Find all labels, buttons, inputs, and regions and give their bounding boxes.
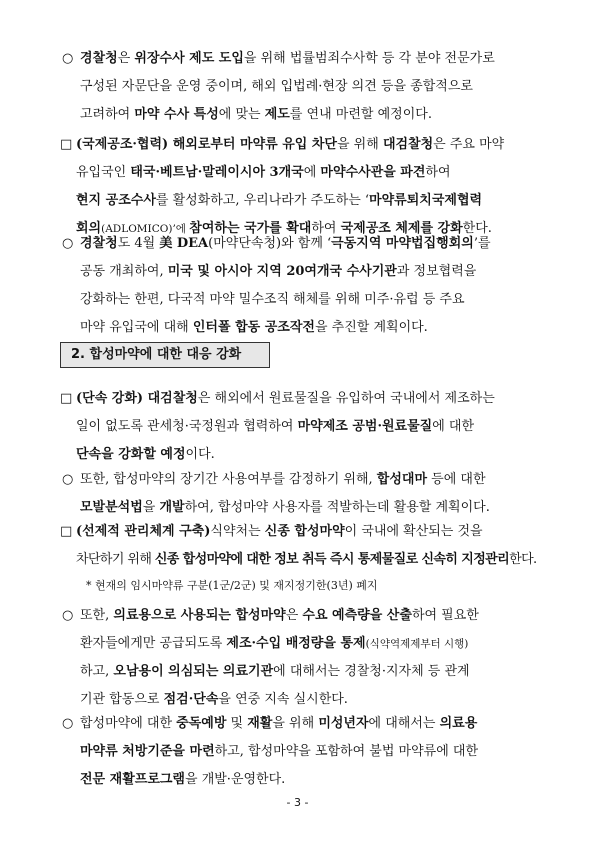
- line: 현지 공조수사를 활성화하고, 우리나라가 주도하는 ‘마약류퇴치국제협력: [76, 193, 483, 208]
- line: 일이 없도록 관세청·국정원과 협력하여 마약제조 공범·원료물질에 대한: [76, 419, 475, 434]
- circle-bullet: ○: [62, 608, 74, 623]
- line: 경찰청도 4월 美 DEA(마약단속청)와 함께 ‘극동지역 마약법집행회의’를: [80, 236, 491, 251]
- paragraph-medical-supply-control: [80, 602, 538, 714]
- line: 모발분석법을 개발하여, 합성마약 사용자를 적발하는데 활용할 계획이다.: [80, 500, 490, 515]
- line: 기관 합동으로 점검·단속을 연중 지속 실시한다.: [80, 692, 348, 707]
- section-heading: 2. 합성마약에 대한 대응 강화: [60, 342, 270, 368]
- paragraph-international-cooperation: [76, 131, 538, 243]
- line: (단속 강화) 대검찰청은 해외에서 원료물질을 유입하여 국내에서 제조하는: [76, 391, 495, 406]
- line: 또한, 합성마약의 장기간 사용여부를 감정하기 위해, 합성대마 등에 대한: [80, 472, 486, 487]
- footnote: * 현재의 임시마약류 구분(1군/2군) 및 재지정기한(3년) 폐지: [86, 579, 378, 592]
- paragraph-far-east-conference: [80, 230, 538, 342]
- line: 단속을 강화할 예정이다.: [76, 447, 215, 462]
- line: 전문 재활프로그램을 개발·운영한다.: [80, 772, 286, 787]
- line: 회의(ADLOMICO)’에 참여하는 국가를 확대하여 국제공조 체제를 강화한다.: [76, 221, 492, 236]
- line: 마약류 처방기준을 마련하고, 합성마약을 포함하여 불법 마약류에 대한: [80, 744, 479, 759]
- paragraph-addiction-prevention: [80, 710, 538, 794]
- line: 고려하여 마약 수사 특성에 맞는 제도를 연내 마련할 예정이다.: [80, 107, 432, 122]
- page-number: - 3 -: [286, 796, 309, 809]
- line: 합성마약에 대한 중독예방 및 재활을 위해 미성년자에 대해서는 의료용: [80, 716, 478, 731]
- circle-bullet: ○: [62, 716, 74, 731]
- square-bullet: □: [60, 391, 73, 406]
- line: 마약 유입국에 대해 인터폴 합동 공조작전을 추진할 계획이다.: [80, 320, 428, 335]
- square-bullet: □: [60, 137, 73, 152]
- paragraph-preemptive-management: [76, 518, 538, 574]
- line: 유입국인 태국·베트남·말레이시아 3개국에 마약수사관을 파견하여: [76, 165, 451, 180]
- paragraph-hair-analysis: [80, 466, 538, 522]
- line: (국제공조·협력) 해외로부터 마약류 유입 차단을 위해 대검찰청은 주요 마약: [76, 137, 505, 152]
- line: 구성된 자문단을 운영 중이며, 해외 입법례·현장 의견 등을 종합적으로: [80, 79, 473, 94]
- line: 또한, 의료용으로 사용되는 합성마약은 수요 예측량을 산출하여 필요한: [80, 608, 479, 623]
- line: 환자들에게만 공급되도록 제조·수입 배정량을 통제(식약역제제부터 시행): [80, 636, 469, 651]
- line: 경찰청은 위장수사 제도 도입을 위해 법률범죄수사학 등 각 분야 전문가로: [80, 51, 495, 66]
- paragraph-undercover-investigation: [80, 45, 538, 129]
- circle-bullet: ○: [62, 472, 74, 487]
- paragraph-enforcement: [76, 385, 538, 469]
- square-bullet: □: [60, 524, 73, 539]
- circle-bullet: ○: [62, 51, 74, 66]
- line: 공동 개최하여, 미국 및 아시아 지역 20여개국 수사기관과 정보협력을: [80, 264, 477, 279]
- line: 하고, 오남용이 의심되는 의료기관에 대해서는 경찰청·지자체 등 관계: [80, 664, 470, 679]
- line: 강화하는 한편, 다국적 마약 밀수조직 해체를 위해 미주·유럽 등 주요: [80, 292, 465, 307]
- line: 차단하기 위해 신종 합성마약에 대한 정보 취득 즉시 통제물질로 신속히 지정관리한다.: [76, 552, 537, 567]
- circle-bullet: ○: [62, 236, 74, 251]
- line: (선제적 관리체계 구축)식약처는 신종 합성마약이 국내에 확산되는 것을: [76, 524, 483, 539]
